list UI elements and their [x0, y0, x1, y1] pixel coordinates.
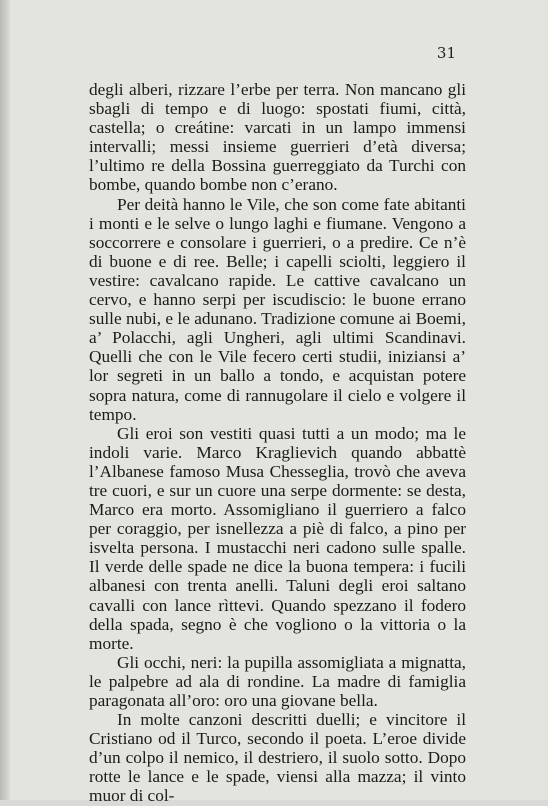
page-spine-shadow [0, 0, 10, 800]
paragraph-4: Gli occhi, neri: la pupilla assomigliata a mignatta, le palpebre ad ala di rondine. La madre di famiglia paragonata all’oro: oro una giovane bella. [89, 652, 466, 710]
paragraph-2: Per deità hanno le Vile, che son come fate abitanti i monti e le selve o lungo laghi e fiumane. Vengono a soccorrere e consolare i guerrieri, o a predire. Ce n’è di buone e di ree. Belle; i capelli sciolti, leggiero il vestire: cavalcano rapide. Le cattive cavalcano un cervo, e hanno serpi per iscudiscio: le buone errano sulle nubi, e le adunano. Tradizione comune ai Boemi, a’ Polacchi, agli Ungheri, agli ultimi Scandinavi. Quelli che con le Vile fecero certi studii, iniziansi a’ lor segreti in un ballo a tondo, e acquistan potere sopra natura, come di rannugolare il cielo e volgere il tempo. [89, 194, 466, 424]
paragraph-5: In molte canzoni descritti duelli; e vincitore il Cristiano od il Turco, secondo il poeta. L’eroe divide d’un colpo il nemico, il destriero, il suolo sotto. Dopo rotte le lance e le spade, viensi alla mazza; il vinto muor di col- [89, 710, 466, 806]
page-number: 31 [436, 44, 456, 62]
paragraph-1: degli alberi, rizzare l’erbe per terra. Non mancano gli sbagli di tempo e di luogo: spostati fiumi, città, castella; o creátine: varcati in un lampo immensi intervalli; messi insieme guerrieri d’età diversa; l’ultimo re della Bossina guerreggiato da Turchi con bombe, quando bombe non c’erano. [89, 80, 466, 195]
paragraph-3: Gli eroi son vestiti quasi tutti a un modo; ma le indoli varie. Marco Kraglievich quando abbattè l’Albanese famoso Musa Chesseglia, trovò che aveva tre cuori, e sur un cuore una serpe dormente: se desta, Marco era morto. Assomigliano il guerriero a falco per coraggio, per isnellezza a piè di falco, a pino per isvelta persona. I mustacchi neri cadono sulle spalle. Il verde delle spade ne dice la buona tempera: i fucili albanesi con trenta anelli. Taluni degli eroi saltano cavalli con lance rìttevi. Quando spezzano il fodero della spada, segno è che vogliono o la vittoria o la morte. [89, 423, 466, 653]
body-text [89, 80, 466, 806]
